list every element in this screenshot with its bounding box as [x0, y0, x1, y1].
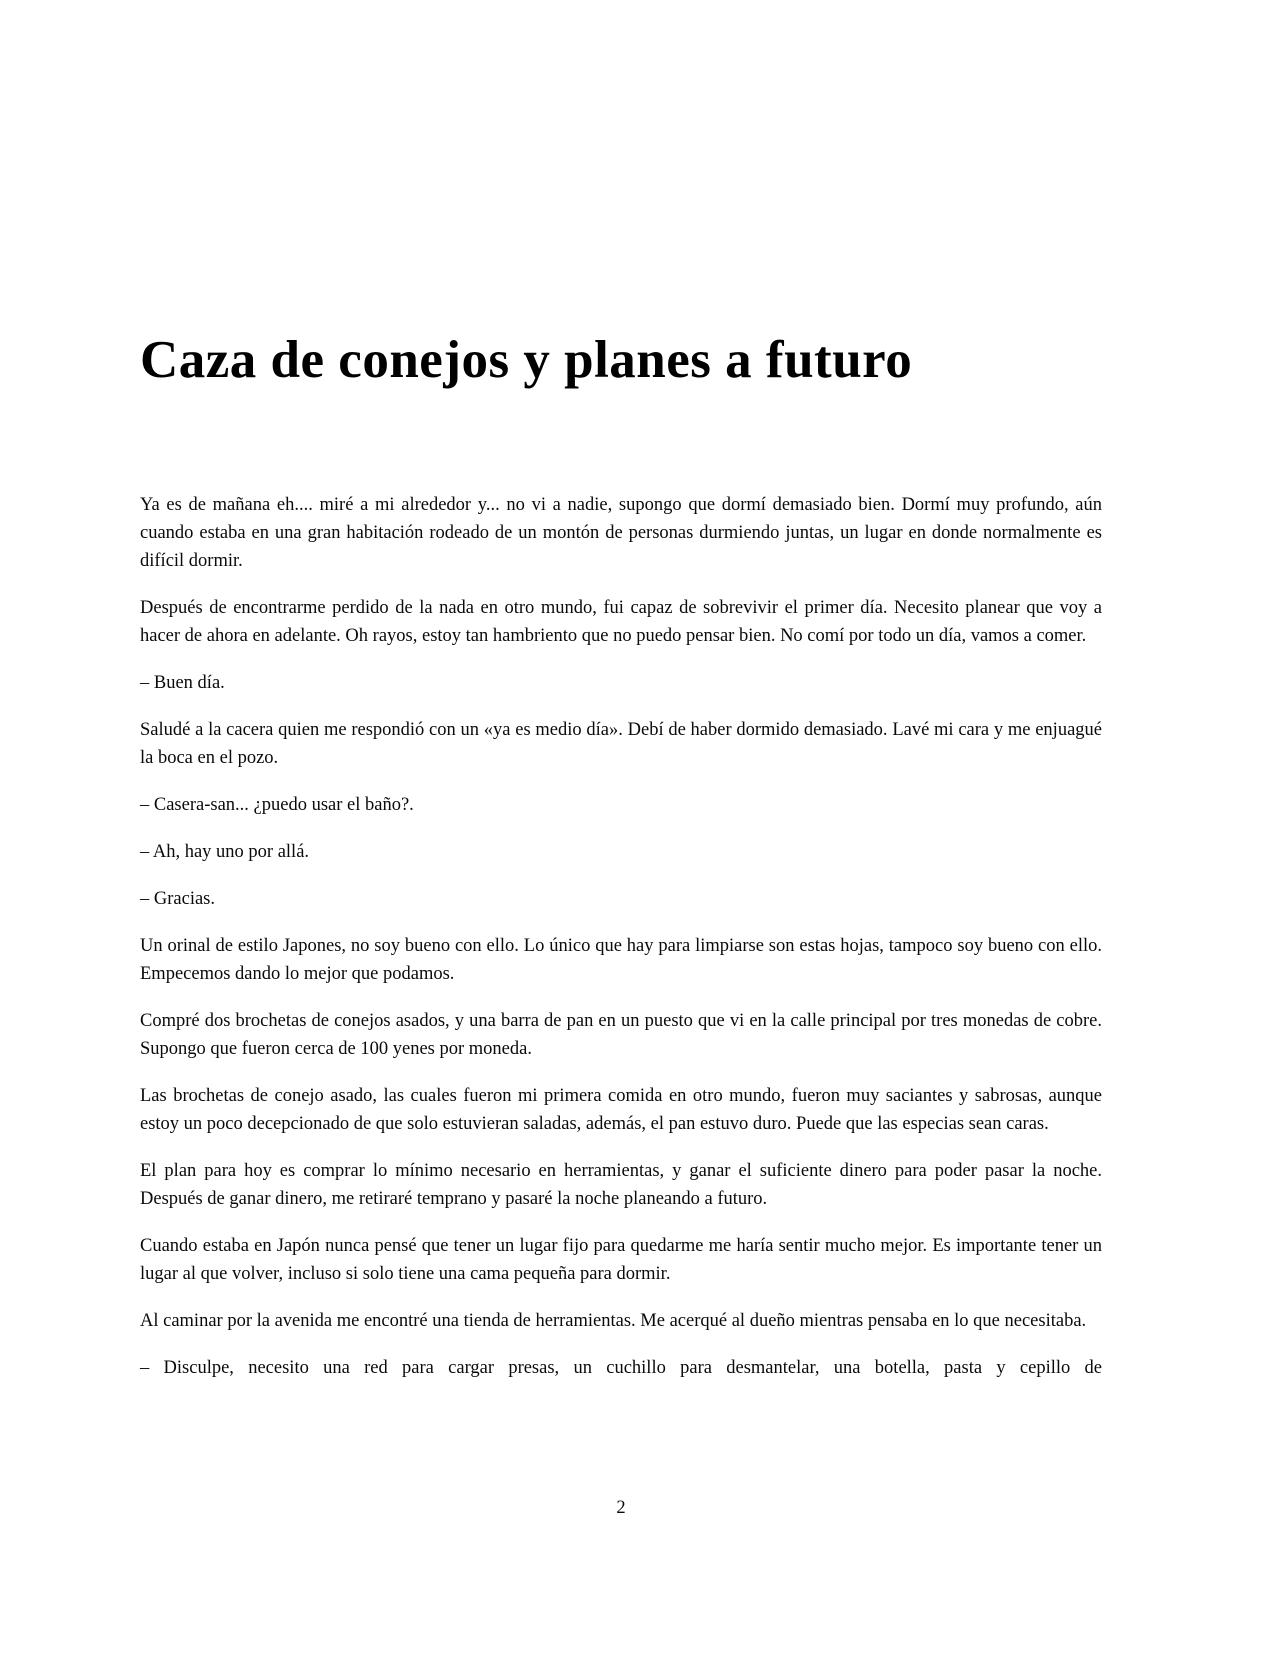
paragraph: Un orinal de estilo Japones, no soy bueno con ello. Lo único que hay para limpiarse son estas hojas, tampoco soy bueno con ello. Empecemos dando lo mejor que podamos.	[140, 935, 1102, 984]
document-page	[140, 0, 1102, 1382]
paragraph: Ya es de mañana eh.... miré a mi alrededor y... no vi a nadie, supongo que dormí demasiado bien. Dormí muy profundo, aún cuando estaba en una gran habitación rodeado de un montón de personas durmiendo juntas, un lugar en donde normalmente es difícil dormir.	[140, 494, 1102, 571]
paragraph: Al caminar por la avenida me encontré una tienda de herramientas. Me acerqué al dueño mientras pensaba en lo que necesitaba.	[140, 1310, 1087, 1331]
chapter-title: Caza de conejos y planes a futuro	[140, 331, 913, 389]
dialogue-line: – Gracias.	[140, 888, 215, 909]
paragraph: Saludé a la cacera quien me respondió con un «ya es medio día». Debí de haber dormido demasiado. Lavé mi cara y me enjuagué la boca en el pozo.	[140, 719, 1102, 768]
dialogue-line: – Buen día.	[140, 672, 225, 693]
paragraph: Compré dos brochetas de conejos asados, y una barra de pan en un puesto que vi en la calle principal por tres monedas de cobre. Supongo que fueron cerca de 100 yenes por moneda.	[140, 1010, 1102, 1059]
paragraph: Cuando estaba en Japón nunca pensé que tener un lugar fijo para quedarme me haría sentir mucho mejor. Es importante tener un lugar al que volver, incluso si solo tiene una cama pequeña para dormir.	[140, 1235, 1102, 1284]
dialogue-line: – Casera-san... ¿puedo usar el baño?.	[140, 794, 414, 815]
paragraph: Después de encontrarme perdido de la nada en otro mundo, fui capaz de sobrevivir el primer día. Necesito planear que voy a hacer de ahora en adelante. Oh rayos, estoy tan hambriento que no puedo pensar bien. No comí por todo un día, vamos a comer.	[140, 597, 1102, 646]
paragraph: El plan para hoy es comprar lo mínimo necesario en herramientas, y ganar el suficiente dinero para poder pasar la noche. Después de ganar dinero, me retiraré temprano y pasaré la noche planeando a futuro.	[140, 1160, 1102, 1209]
paragraph: Las brochetas de conejo asado, las cuales fueron mi primera comida en otro mundo, fueron muy saciantes y sabrosas, aunque estoy un poco decepcionado de que solo estuvieran saladas, además, el pan estuvo duro. Puede que las especias sean caras.	[140, 1085, 1102, 1134]
dialogue-line: – Disculpe, necesito una red para cargar presas, un cuchillo para desmantelar, una botella, pasta y cepillo de	[140, 1357, 1102, 1378]
page-number: 2	[616, 1498, 626, 1518]
dialogue-line: – Ah, hay uno por allá.	[140, 841, 310, 862]
